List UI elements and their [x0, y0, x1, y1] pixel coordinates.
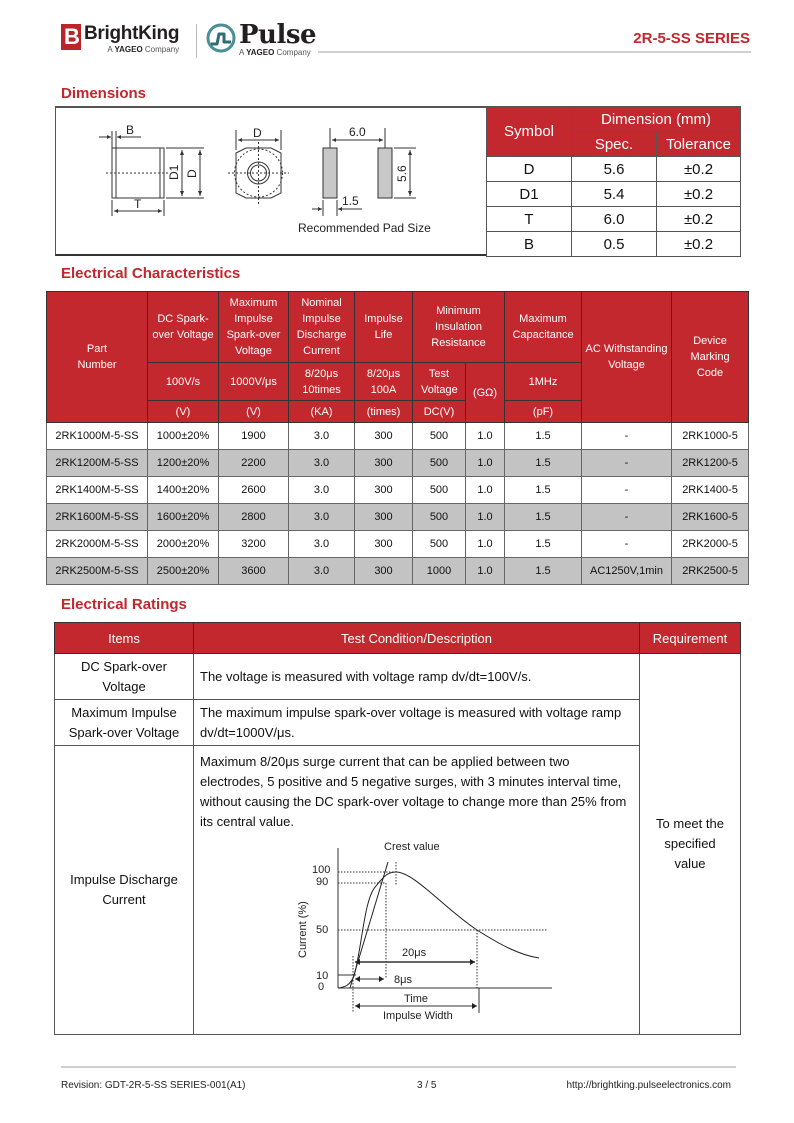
header-nominal-impulse: Nominal Impulse Discharge Current: [289, 292, 355, 363]
cell-ac: -: [582, 450, 672, 477]
table-row: [47, 558, 749, 585]
cell-dc: 1400±20%: [148, 477, 219, 504]
cell-nominal: 3.0: [289, 477, 355, 504]
cell-insulation: 1.0: [466, 423, 505, 450]
cell-marking: 2RK1400-5: [672, 477, 749, 504]
table-row: [47, 450, 749, 477]
cell-marking: 2RK2500-5: [672, 558, 749, 585]
cell-item: DC Spark-over Voltage: [55, 654, 194, 700]
svg-text:1.5: 1.5: [342, 194, 359, 208]
table-row: [487, 157, 741, 182]
svg-text:10: 10: [316, 970, 329, 982]
table-row: [55, 746, 741, 1035]
header-device-marking: Device Marking Code: [672, 292, 749, 423]
cell-capacitance: 1.5: [505, 423, 582, 450]
cond-dc-spark: 100V/s: [148, 363, 219, 401]
cell-dc: 1000±20%: [148, 423, 219, 450]
cell-life: 300: [355, 504, 413, 531]
pulse-tagline: [239, 48, 316, 57]
cell-impulse: 1900: [219, 423, 289, 450]
header-part-number: Part Number: [47, 292, 148, 423]
dimensions-title: Dimensions: [61, 85, 147, 102]
cell-capacitance: 1.5: [505, 558, 582, 585]
cell-spec: 0.5: [572, 232, 657, 257]
cond-capacitance: 1MHz: [505, 363, 582, 401]
cell-ac: -: [582, 477, 672, 504]
svg-text:90: 90: [316, 876, 329, 888]
cell-ac: -: [582, 531, 672, 558]
header-dimension: Dimension (mm): [572, 107, 741, 132]
cell-symbol: T: [487, 207, 572, 232]
pulse-logo-icon: [205, 22, 237, 54]
brightking-logo: [61, 24, 179, 54]
cell-spec: 6.0: [572, 207, 657, 232]
tagline-prefix: A: [239, 48, 244, 57]
cell-capacitance: 1.5: [505, 477, 582, 504]
page-header: [0, 0, 794, 70]
svg-text:T: T: [134, 197, 142, 211]
svg-text:5.6: 5.6: [395, 165, 409, 182]
cond-max-impulse: 1000V/μs: [219, 363, 289, 401]
header-items: Items: [55, 623, 194, 654]
logo-divider: [196, 24, 197, 58]
cell-tolerance: ±0.2: [657, 157, 741, 182]
cell-impulse: 2200: [219, 450, 289, 477]
cell-life: 300: [355, 558, 413, 585]
table-row: [47, 423, 749, 450]
cell-part: 2RK1000M-5-SS: [47, 423, 148, 450]
unit-max-impulse: (V): [219, 401, 289, 423]
cell-capacitance: 1.5: [505, 504, 582, 531]
header-spec: Spec.: [572, 132, 657, 157]
dimension-drawing-panel: [55, 106, 487, 256]
header-requirement: Requirement: [640, 623, 741, 654]
svg-text:D: D: [185, 169, 199, 178]
cell-ac: -: [582, 504, 672, 531]
header-max-capacitance: Maximum Capacitance: [505, 292, 582, 363]
cell-dc: 1600±20%: [148, 504, 219, 531]
cell-description-with-waveform: [194, 746, 640, 1035]
cell-ac: -: [582, 423, 672, 450]
header-ac-withstanding: AC Withstanding Voltage: [582, 292, 672, 423]
tagline-brand: YAGEO: [114, 45, 143, 54]
unit-capacitance: (pF): [505, 401, 582, 423]
table-row: [487, 207, 741, 232]
cell-nominal: 3.0: [289, 504, 355, 531]
electrical-ratings-title: Electrical Ratings: [61, 596, 187, 613]
table-row: [47, 504, 749, 531]
cell-impulse: 2600: [219, 477, 289, 504]
cell-item: Impulse Discharge Current: [55, 746, 194, 1035]
cell-insulation: 1.0: [466, 477, 505, 504]
cell-dc: 2000±20%: [148, 531, 219, 558]
electrical-ratings-table: [54, 622, 741, 1035]
cell-symbol: B: [487, 232, 572, 257]
svg-text:D1: D1: [167, 164, 181, 180]
cell-part: 2RK2500M-5-SS: [47, 558, 148, 585]
cell-impulse: 3200: [219, 531, 289, 558]
page-number: 3 / 5: [417, 1080, 437, 1091]
cell-test-voltage: 500: [413, 423, 466, 450]
cell-dc: 2500±20%: [148, 558, 219, 585]
header-impulse-life: Impulse Life: [355, 292, 413, 363]
brightking-tagline: [84, 45, 179, 54]
cell-life: 300: [355, 423, 413, 450]
unit-test-voltage: DC(V): [413, 401, 466, 423]
cell-dc: 1200±20%: [148, 450, 219, 477]
svg-text:Impulse Width: Impulse Width: [383, 1010, 453, 1022]
header-dc-spark: DC Spark-over Voltage: [148, 292, 219, 363]
pulse-name: Pulse: [239, 20, 317, 50]
cell-marking: 2RK1600-5: [672, 504, 749, 531]
header-min-insulation: Minimum Insulation Resistance: [413, 292, 505, 363]
cell-marking: 2RK1200-5: [672, 450, 749, 477]
cell-requirement: To meet the specified value: [640, 654, 741, 1035]
pad-size-caption: Recommended Pad Size: [298, 221, 431, 235]
dimension-table: [486, 106, 741, 257]
svg-text:Current (%): Current (%): [297, 901, 309, 958]
header-tolerance: Tolerance: [657, 132, 741, 157]
electrical-characteristics-title: Electrical Characteristics: [61, 265, 241, 282]
svg-text:50: 50: [316, 924, 329, 936]
cell-nominal: 3.0: [289, 450, 355, 477]
tagline-suffix: Company: [276, 48, 311, 57]
cell-tolerance: ±0.2: [657, 182, 741, 207]
svg-text:8μs: 8μs: [394, 974, 412, 986]
cell-nominal: 3.0: [289, 558, 355, 585]
table-row: [487, 232, 741, 257]
cell-part: 2RK1200M-5-SS: [47, 450, 148, 477]
pulse-logo: [205, 22, 316, 57]
svg-text:20μs: 20μs: [402, 947, 427, 959]
header-max-impulse: Maximum Impulse Spark-over Voltage: [219, 292, 289, 363]
cell-insulation: 1.0: [466, 558, 505, 585]
cell-nominal: 3.0: [289, 531, 355, 558]
cell-capacitance: 1.5: [505, 531, 582, 558]
table-row: [47, 531, 749, 558]
header-divider: [318, 51, 751, 53]
brightking-logo-icon: B: [61, 24, 81, 50]
tagline-suffix: Company: [144, 45, 180, 54]
impulse-waveform-diagram: [284, 838, 564, 1028]
cell-test-voltage: 500: [413, 450, 466, 477]
cell-part: 2RK1600M-5-SS: [47, 504, 148, 531]
cell-life: 300: [355, 531, 413, 558]
cell-marking: 2RK1000-5: [672, 423, 749, 450]
cond-nominal-impulse: 8/20μs 10times: [289, 363, 355, 401]
cell-marking: 2RK2000-5: [672, 531, 749, 558]
footer-divider: [61, 1066, 736, 1068]
header-test-condition: Test Condition/Description: [194, 623, 640, 654]
revision-text: Revision: GDT-2R-5-SS SERIES-001(A1): [61, 1080, 246, 1091]
cell-ac: AC1250V,1min: [582, 558, 672, 585]
cell-part: 2RK1400M-5-SS: [47, 477, 148, 504]
tagline-brand: YAGEO: [246, 48, 275, 57]
svg-text:D: D: [253, 126, 262, 140]
cell-life: 300: [355, 477, 413, 504]
crest-label: Crest value: [384, 841, 440, 853]
cell-item: Maximum Impulse Spark-over Voltage: [55, 700, 194, 746]
cell-test-voltage: 500: [413, 477, 466, 504]
label-b: B: [126, 123, 135, 137]
table-row: [47, 477, 749, 504]
unit-dc-spark: (V): [148, 401, 219, 423]
cell-impulse: 2800: [219, 504, 289, 531]
cell-spec: 5.6: [572, 157, 657, 182]
tagline-prefix: A: [107, 45, 113, 54]
table-row: [55, 654, 741, 700]
cell-impulse: 3600: [219, 558, 289, 585]
svg-text:6.0: 6.0: [349, 125, 366, 139]
cell-insulation: 1.0: [466, 450, 505, 477]
cell-test-voltage: 500: [413, 504, 466, 531]
electrical-characteristics-table: [46, 291, 749, 585]
cell-description: The voltage is measured with voltage ramp dv/dt=100V/s.: [194, 654, 640, 700]
cell-insulation: 1.0: [466, 531, 505, 558]
cell-insulation: 1.0: [466, 504, 505, 531]
cell-part: 2RK2000M-5-SS: [47, 531, 148, 558]
cell-tolerance: ±0.2: [657, 232, 741, 257]
cell-life: 300: [355, 450, 413, 477]
header-symbol: Symbol: [487, 107, 572, 157]
cell-spec: 5.4: [572, 182, 657, 207]
cell-description: The maximum impulse spark-over voltage is measured with voltage ramp dv/dt=1000V/μs.: [194, 700, 640, 746]
series-title: 2R-5-SS SERIES: [633, 30, 750, 47]
svg-text:Time: Time: [404, 993, 429, 1005]
cell-capacitance: 1.5: [505, 450, 582, 477]
cell-test-voltage: 500: [413, 531, 466, 558]
website-link[interactable]: http://brightking.pulseelectronics.com: [566, 1080, 731, 1091]
unit-insulation: (GΩ): [466, 363, 505, 423]
cell-nominal: 3.0: [289, 423, 355, 450]
unit-nominal-impulse: (KA): [289, 401, 355, 423]
svg-text:100: 100: [312, 864, 331, 876]
svg-text:0: 0: [318, 981, 325, 993]
cell-tolerance: ±0.2: [657, 207, 741, 232]
cell-symbol: D: [487, 157, 572, 182]
brightking-name: BrightKing: [84, 23, 180, 44]
description-text: Maximum 8/20μs surge current that can be applied between two electrodes, 5 positive and 5 negative surges, with 3 minutes interval time, without causing the DC spark-over voltage to change more than 25% from its central value.: [200, 754, 627, 829]
table-row: [55, 700, 741, 746]
cell-test-voltage: 1000: [413, 558, 466, 585]
cond-impulse-life: 8/20μs 100A: [355, 363, 413, 401]
unit-impulse-life: (times): [355, 401, 413, 423]
cell-symbol: D1: [487, 182, 572, 207]
table-row: [487, 182, 741, 207]
cond-test-voltage: Test Voltage: [413, 363, 466, 401]
